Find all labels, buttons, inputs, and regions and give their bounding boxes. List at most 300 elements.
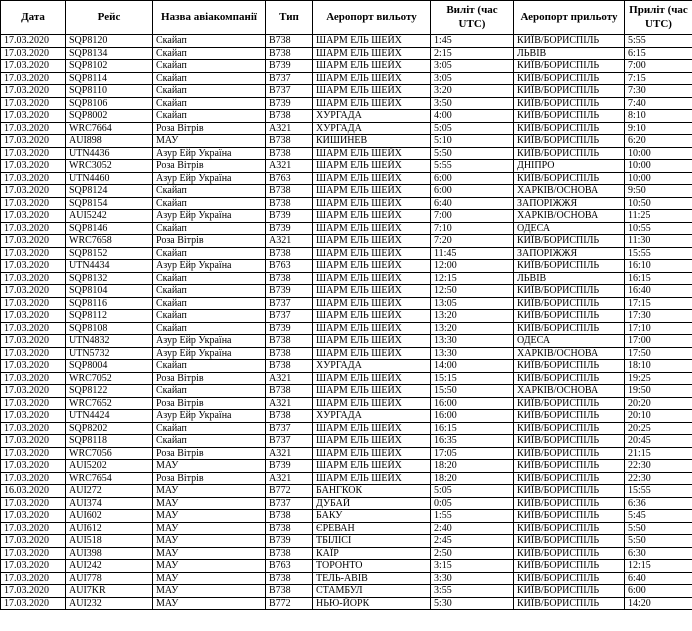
- cell-date: 17.03.2020: [1, 372, 66, 385]
- cell-airline: МАУ: [153, 535, 266, 548]
- table-row: [1, 372, 692, 385]
- cell-dep_time: 13:30: [431, 347, 514, 360]
- cell-arr_time: 10:00: [625, 147, 692, 160]
- table-row: [1, 472, 692, 485]
- cell-date: 17.03.2020: [1, 72, 66, 85]
- cell-date: 17.03.2020: [1, 235, 66, 248]
- cell-type: B763: [266, 260, 313, 273]
- cell-date: 17.03.2020: [1, 172, 66, 185]
- cell-dep_airport: ШАРМ ЕЛЬ ШЕЙХ: [313, 285, 431, 298]
- cell-arr_airport: КИЇВ/БОРИСПІЛЬ: [514, 235, 625, 248]
- cell-flight: SQP8134: [66, 47, 153, 60]
- cell-airline: МАУ: [153, 460, 266, 473]
- cell-airline: Скайап: [153, 72, 266, 85]
- cell-airline: Скайап: [153, 310, 266, 323]
- cell-dep_time: 1:45: [431, 35, 514, 48]
- cell-arr_airport: КИЇВ/БОРИСПІЛЬ: [514, 60, 625, 73]
- cell-arr_time: 15:55: [625, 485, 692, 498]
- cell-dep_time: 18:20: [431, 460, 514, 473]
- table-row: [1, 97, 692, 110]
- cell-arr_airport: ХАРКІВ/ОСНОВА: [514, 210, 625, 223]
- cell-type: B737: [266, 422, 313, 435]
- cell-type: B738: [266, 347, 313, 360]
- cell-airline: Азур Ейр Україна: [153, 410, 266, 423]
- cell-arr_time: 22:30: [625, 472, 692, 485]
- cell-dep_time: 14:00: [431, 360, 514, 373]
- cell-dep_airport: ШАРМ ЕЛЬ ШЕЙХ: [313, 460, 431, 473]
- cell-flight: SQP8124: [66, 185, 153, 198]
- cell-airline: Скайап: [153, 197, 266, 210]
- table-row: [1, 460, 692, 473]
- cell-dep_airport: ШАРМ ЕЛЬ ШЕЙХ: [313, 72, 431, 85]
- cell-dep_time: 16:00: [431, 410, 514, 423]
- cell-type: B772: [266, 485, 313, 498]
- cell-arr_time: 14:20: [625, 597, 692, 610]
- cell-airline: МАУ: [153, 510, 266, 523]
- cell-dep_airport: ТБІЛІСІ: [313, 535, 431, 548]
- cell-arr_airport: КИЇВ/БОРИСПІЛЬ: [514, 535, 625, 548]
- table-row: [1, 385, 692, 398]
- cell-arr_time: 6:36: [625, 497, 692, 510]
- table-row: [1, 535, 692, 548]
- cell-dep_time: 5:05: [431, 485, 514, 498]
- table-row: [1, 347, 692, 360]
- table-row: [1, 172, 692, 185]
- cell-flight: WRC7052: [66, 372, 153, 385]
- cell-arr_time: 17:00: [625, 335, 692, 348]
- cell-dep_time: 5:55: [431, 160, 514, 173]
- cell-flight: SQP8120: [66, 35, 153, 48]
- column-header-date: Дата: [1, 1, 66, 35]
- cell-dep_time: 3:05: [431, 60, 514, 73]
- cell-airline: Азур Ейр Україна: [153, 172, 266, 185]
- cell-type: B739: [266, 460, 313, 473]
- table-row: [1, 110, 692, 123]
- table-row: [1, 360, 692, 373]
- cell-dep_airport: ШАРМ ЕЛЬ ШЕЙХ: [313, 422, 431, 435]
- cell-dep_airport: ХУРГАДА: [313, 110, 431, 123]
- cell-date: 17.03.2020: [1, 335, 66, 348]
- table-row: [1, 122, 692, 135]
- cell-flight: WRC7658: [66, 235, 153, 248]
- cell-arr_airport: ЗАПОРІЖЖЯ: [514, 197, 625, 210]
- cell-arr_time: 16:10: [625, 260, 692, 273]
- cell-arr_airport: КИЇВ/БОРИСПІЛЬ: [514, 97, 625, 110]
- table-row: [1, 310, 692, 323]
- cell-dep_airport: ШАРМ ЕЛЬ ШЕЙХ: [313, 147, 431, 160]
- cell-airline: Роза Вітрів: [153, 122, 266, 135]
- cell-arr_time: 7:00: [625, 60, 692, 73]
- cell-date: 17.03.2020: [1, 247, 66, 260]
- cell-type: B738: [266, 360, 313, 373]
- cell-dep_time: 3:50: [431, 97, 514, 110]
- cell-type: B739: [266, 322, 313, 335]
- cell-type: B738: [266, 247, 313, 260]
- table-row: [1, 197, 692, 210]
- cell-date: 17.03.2020: [1, 497, 66, 510]
- cell-airline: Скайап: [153, 35, 266, 48]
- cell-dep_time: 2:50: [431, 547, 514, 560]
- cell-arr_airport: КИЇВ/БОРИСПІЛЬ: [514, 560, 625, 573]
- cell-dep_time: 12:00: [431, 260, 514, 273]
- cell-flight: AUI242: [66, 560, 153, 573]
- cell-dep_airport: ШАРМ ЕЛЬ ШЕЙХ: [313, 297, 431, 310]
- cell-type: A321: [266, 447, 313, 460]
- cell-arr_time: 10:50: [625, 197, 692, 210]
- cell-dep_time: 5:10: [431, 135, 514, 148]
- cell-date: 17.03.2020: [1, 347, 66, 360]
- table-row: [1, 185, 692, 198]
- cell-arr_airport: КИЇВ/БОРИСПІЛЬ: [514, 435, 625, 448]
- cell-arr_time: 20:10: [625, 410, 692, 423]
- cell-dep_time: 16:35: [431, 435, 514, 448]
- cell-arr_airport: КИЇВ/БОРИСПІЛЬ: [514, 135, 625, 148]
- cell-airline: МАУ: [153, 547, 266, 560]
- cell-arr_airport: ДНІПРО: [514, 160, 625, 173]
- cell-flight: WRC3052: [66, 160, 153, 173]
- cell-flight: UTN4424: [66, 410, 153, 423]
- cell-date: 17.03.2020: [1, 147, 66, 160]
- table-row: [1, 247, 692, 260]
- table-row: [1, 210, 692, 223]
- table-row: [1, 510, 692, 523]
- cell-airline: Скайап: [153, 272, 266, 285]
- cell-airline: Роза Вітрів: [153, 372, 266, 385]
- cell-arr_time: 10:55: [625, 222, 692, 235]
- cell-airline: Скайап: [153, 185, 266, 198]
- cell-type: B738: [266, 197, 313, 210]
- cell-dep_airport: ШАРМ ЕЛЬ ШЕЙХ: [313, 97, 431, 110]
- cell-dep_airport: КАЇР: [313, 547, 431, 560]
- cell-date: 17.03.2020: [1, 285, 66, 298]
- cell-airline: Скайап: [153, 285, 266, 298]
- cell-arr_time: 10:00: [625, 172, 692, 185]
- cell-date: 17.03.2020: [1, 535, 66, 548]
- cell-type: A321: [266, 160, 313, 173]
- cell-date: 17.03.2020: [1, 97, 66, 110]
- cell-flight: AUI5242: [66, 210, 153, 223]
- cell-dep_airport: ШАРМ ЕЛЬ ШЕЙХ: [313, 210, 431, 223]
- cell-date: 17.03.2020: [1, 122, 66, 135]
- cell-type: B739: [266, 285, 313, 298]
- cell-type: B738: [266, 410, 313, 423]
- cell-dep_time: 16:15: [431, 422, 514, 435]
- cell-flight: SQP8118: [66, 435, 153, 448]
- cell-flight: WRC7654: [66, 472, 153, 485]
- cell-arr_time: 19:25: [625, 372, 692, 385]
- table-row: [1, 135, 692, 148]
- cell-arr_time: 7:15: [625, 72, 692, 85]
- cell-airline: Скайап: [153, 297, 266, 310]
- cell-airline: Скайап: [153, 322, 266, 335]
- cell-dep_time: 3:30: [431, 572, 514, 585]
- table-body: [1, 35, 692, 610]
- cell-type: A321: [266, 122, 313, 135]
- cell-arr_airport: ЛЬВІВ: [514, 47, 625, 60]
- cell-dep_time: 3:20: [431, 85, 514, 98]
- cell-arr_time: 5:45: [625, 510, 692, 523]
- cell-arr_airport: КИЇВ/БОРИСПІЛЬ: [514, 372, 625, 385]
- cell-type: B738: [266, 147, 313, 160]
- table-row: [1, 322, 692, 335]
- cell-dep_time: 6:40: [431, 197, 514, 210]
- cell-arr_airport: КИЇВ/БОРИСПІЛЬ: [514, 397, 625, 410]
- cell-type: A321: [266, 472, 313, 485]
- cell-airline: Скайап: [153, 60, 266, 73]
- table-row: [1, 447, 692, 460]
- cell-date: 17.03.2020: [1, 510, 66, 523]
- cell-date: 17.03.2020: [1, 572, 66, 585]
- cell-dep_time: 7:20: [431, 235, 514, 248]
- cell-type: B739: [266, 60, 313, 73]
- cell-type: B737: [266, 85, 313, 98]
- cell-airline: Роза Вітрів: [153, 160, 266, 173]
- cell-airline: Скайап: [153, 435, 266, 448]
- cell-date: 17.03.2020: [1, 585, 66, 598]
- cell-date: 17.03.2020: [1, 422, 66, 435]
- cell-arr_airport: ХАРКІВ/ОСНОВА: [514, 385, 625, 398]
- cell-date: 17.03.2020: [1, 560, 66, 573]
- cell-arr_time: 17:15: [625, 297, 692, 310]
- cell-type: B737: [266, 72, 313, 85]
- cell-airline: Скайап: [153, 85, 266, 98]
- cell-flight: UTN4460: [66, 172, 153, 185]
- cell-arr_airport: КИЇВ/БОРИСПІЛЬ: [514, 472, 625, 485]
- cell-date: 17.03.2020: [1, 135, 66, 148]
- table-row: [1, 422, 692, 435]
- cell-airline: Скайап: [153, 385, 266, 398]
- cell-arr_airport: КИЇВ/БОРИСПІЛЬ: [514, 522, 625, 535]
- cell-airline: Азур Ейр Україна: [153, 147, 266, 160]
- cell-dep_airport: ШАРМ ЕЛЬ ШЕЙХ: [313, 347, 431, 360]
- cell-arr_time: 11:25: [625, 210, 692, 223]
- cell-type: B737: [266, 310, 313, 323]
- cell-date: 17.03.2020: [1, 472, 66, 485]
- cell-dep_airport: ТЕЛЬ-АВІВ: [313, 572, 431, 585]
- cell-arr_airport: КИЇВ/БОРИСПІЛЬ: [514, 310, 625, 323]
- table-row: [1, 147, 692, 160]
- cell-airline: Скайап: [153, 97, 266, 110]
- cell-flight: SQP8108: [66, 322, 153, 335]
- cell-flight: AUI898: [66, 135, 153, 148]
- column-header-arr-time: Приліт (час UTC): [625, 1, 692, 35]
- cell-flight: UTN4832: [66, 335, 153, 348]
- cell-date: 17.03.2020: [1, 447, 66, 460]
- cell-arr_airport: КИЇВ/БОРИСПІЛЬ: [514, 297, 625, 310]
- cell-flight: SQP8146: [66, 222, 153, 235]
- cell-arr_airport: ХАРКІВ/ОСНОВА: [514, 347, 625, 360]
- cell-dep_airport: ШАРМ ЕЛЬ ШЕЙХ: [313, 472, 431, 485]
- cell-flight: UTN4436: [66, 147, 153, 160]
- cell-dep_airport: ШАРМ ЕЛЬ ШЕЙХ: [313, 385, 431, 398]
- cell-airline: МАУ: [153, 572, 266, 585]
- cell-date: 17.03.2020: [1, 185, 66, 198]
- cell-flight: WRC7056: [66, 447, 153, 460]
- cell-date: 17.03.2020: [1, 272, 66, 285]
- cell-airline: Скайап: [153, 247, 266, 260]
- cell-arr_time: 16:40: [625, 285, 692, 298]
- cell-dep_airport: ШАРМ ЕЛЬ ШЕЙХ: [313, 172, 431, 185]
- cell-arr_airport: КИЇВ/БОРИСПІЛЬ: [514, 597, 625, 610]
- cell-arr_time: 9:10: [625, 122, 692, 135]
- cell-dep_airport: ХУРГАДА: [313, 360, 431, 373]
- cell-arr_airport: КИЇВ/БОРИСПІЛЬ: [514, 122, 625, 135]
- cell-dep_airport: ШАРМ ЕЛЬ ШЕЙХ: [313, 322, 431, 335]
- table-row: [1, 335, 692, 348]
- cell-dep_airport: ШАРМ ЕЛЬ ШЕЙХ: [313, 185, 431, 198]
- cell-date: 17.03.2020: [1, 35, 66, 48]
- cell-airline: Скайап: [153, 360, 266, 373]
- cell-dep_airport: БАНГКОК: [313, 485, 431, 498]
- cell-arr_airport: ОДЕСА: [514, 335, 625, 348]
- cell-arr_airport: ОДЕСА: [514, 222, 625, 235]
- cell-flight: SQP8116: [66, 297, 153, 310]
- cell-flight: UTN4434: [66, 260, 153, 273]
- table-row: [1, 572, 692, 585]
- cell-date: 17.03.2020: [1, 522, 66, 535]
- cell-arr_time: 9:50: [625, 185, 692, 198]
- cell-type: B738: [266, 35, 313, 48]
- cell-date: 17.03.2020: [1, 260, 66, 273]
- table-row: [1, 222, 692, 235]
- cell-date: 17.03.2020: [1, 297, 66, 310]
- column-header-airline: Назва авіакомпанії: [153, 1, 266, 35]
- cell-flight: AUI5202: [66, 460, 153, 473]
- cell-dep_time: 7:10: [431, 222, 514, 235]
- table-row: [1, 235, 692, 248]
- cell-airline: МАУ: [153, 485, 266, 498]
- cell-arr_time: 17:50: [625, 347, 692, 360]
- cell-flight: SQP8112: [66, 310, 153, 323]
- cell-dep_time: 16:00: [431, 397, 514, 410]
- table-row: [1, 285, 692, 298]
- cell-arr_time: 5:50: [625, 535, 692, 548]
- cell-flight: AUI518: [66, 535, 153, 548]
- cell-type: B738: [266, 547, 313, 560]
- cell-arr_airport: ЛЬВІВ: [514, 272, 625, 285]
- cell-date: 17.03.2020: [1, 222, 66, 235]
- table-row: [1, 585, 692, 598]
- column-header-type: Тип: [266, 1, 313, 35]
- cell-dep_airport: ШАРМ ЕЛЬ ШЕЙХ: [313, 447, 431, 460]
- cell-type: A321: [266, 372, 313, 385]
- cell-flight: SQP8110: [66, 85, 153, 98]
- cell-airline: Скайап: [153, 110, 266, 123]
- cell-type: B738: [266, 335, 313, 348]
- cell-dep_time: 3:05: [431, 72, 514, 85]
- cell-dep_time: 4:00: [431, 110, 514, 123]
- cell-dep_time: 11:45: [431, 247, 514, 260]
- cell-type: B738: [266, 385, 313, 398]
- cell-dep_time: 5:05: [431, 122, 514, 135]
- cell-arr_time: 18:10: [625, 360, 692, 373]
- table-row: [1, 60, 692, 73]
- column-header-flight: Рейс: [66, 1, 153, 35]
- cell-dep_airport: ШАРМ ЕЛЬ ШЕЙХ: [313, 160, 431, 173]
- cell-dep_time: 0:05: [431, 497, 514, 510]
- cell-dep_time: 5:50: [431, 147, 514, 160]
- table-row: [1, 272, 692, 285]
- cell-date: 17.03.2020: [1, 385, 66, 398]
- column-header-arr-airport: Аеропорт прильоту: [514, 1, 625, 35]
- table-header: [1, 1, 692, 35]
- cell-dep_time: 15:50: [431, 385, 514, 398]
- cell-dep_time: 13:30: [431, 335, 514, 348]
- cell-flight: AUI272: [66, 485, 153, 498]
- cell-type: B738: [266, 110, 313, 123]
- cell-arr_airport: КИЇВ/БОРИСПІЛЬ: [514, 422, 625, 435]
- cell-flight: WRC7652: [66, 397, 153, 410]
- cell-dep_time: 3:15: [431, 560, 514, 573]
- table-row: [1, 435, 692, 448]
- cell-date: 17.03.2020: [1, 210, 66, 223]
- cell-airline: Азур Ейр Україна: [153, 260, 266, 273]
- cell-date: 17.03.2020: [1, 310, 66, 323]
- cell-arr_airport: КИЇВ/БОРИСПІЛЬ: [514, 360, 625, 373]
- cell-flight: SQP8154: [66, 197, 153, 210]
- cell-arr_airport: КИЇВ/БОРИСПІЛЬ: [514, 260, 625, 273]
- cell-arr_airport: КИЇВ/БОРИСПІЛЬ: [514, 510, 625, 523]
- cell-airline: МАУ: [153, 597, 266, 610]
- table-row: [1, 547, 692, 560]
- cell-airline: Азур Ейр Україна: [153, 347, 266, 360]
- cell-dep_airport: ШАРМ ЕЛЬ ШЕЙХ: [313, 310, 431, 323]
- cell-arr_time: 5:50: [625, 522, 692, 535]
- cell-dep_time: 5:30: [431, 597, 514, 610]
- cell-flight: AUI612: [66, 522, 153, 535]
- cell-airline: Скайап: [153, 422, 266, 435]
- cell-type: A321: [266, 235, 313, 248]
- cell-dep_airport: КИШИНЕВ: [313, 135, 431, 148]
- cell-flight: SQP8002: [66, 110, 153, 123]
- cell-dep_airport: ШАРМ ЕЛЬ ШЕЙХ: [313, 60, 431, 73]
- cell-arr_airport: КИЇВ/БОРИСПІЛЬ: [514, 585, 625, 598]
- cell-date: 17.03.2020: [1, 397, 66, 410]
- cell-flight: SQP8106: [66, 97, 153, 110]
- cell-dep_time: 2:15: [431, 47, 514, 60]
- cell-dep_time: 15:15: [431, 372, 514, 385]
- cell-flight: SQP8132: [66, 272, 153, 285]
- cell-flight: AUI232: [66, 597, 153, 610]
- cell-dep_airport: БАКУ: [313, 510, 431, 523]
- cell-type: B738: [266, 510, 313, 523]
- cell-airline: МАУ: [153, 497, 266, 510]
- cell-date: 17.03.2020: [1, 410, 66, 423]
- cell-arr_airport: КИЇВ/БОРИСПІЛЬ: [514, 285, 625, 298]
- cell-airline: Скайап: [153, 47, 266, 60]
- cell-type: B737: [266, 435, 313, 448]
- cell-dep_airport: СТАМБУЛ: [313, 585, 431, 598]
- cell-arr_time: 11:30: [625, 235, 692, 248]
- cell-flight: SQP8122: [66, 385, 153, 398]
- cell-type: B738: [266, 522, 313, 535]
- cell-dep_airport: ШАРМ ЕЛЬ ШЕЙХ: [313, 85, 431, 98]
- cell-arr_time: 6:00: [625, 585, 692, 598]
- cell-airline: Роза Вітрів: [153, 447, 266, 460]
- cell-dep_time: 13:20: [431, 322, 514, 335]
- cell-flight: AUI374: [66, 497, 153, 510]
- cell-dep_time: 13:20: [431, 310, 514, 323]
- cell-arr_airport: КИЇВ/БОРИСПІЛЬ: [514, 410, 625, 423]
- cell-airline: МАУ: [153, 585, 266, 598]
- cell-type: B739: [266, 97, 313, 110]
- cell-date: 17.03.2020: [1, 547, 66, 560]
- cell-dep_airport: ШАРМ ЕЛЬ ШЕЙХ: [313, 372, 431, 385]
- cell-arr_time: 6:15: [625, 47, 692, 60]
- cell-dep_time: 6:00: [431, 185, 514, 198]
- cell-arr_time: 8:10: [625, 110, 692, 123]
- cell-type: B738: [266, 185, 313, 198]
